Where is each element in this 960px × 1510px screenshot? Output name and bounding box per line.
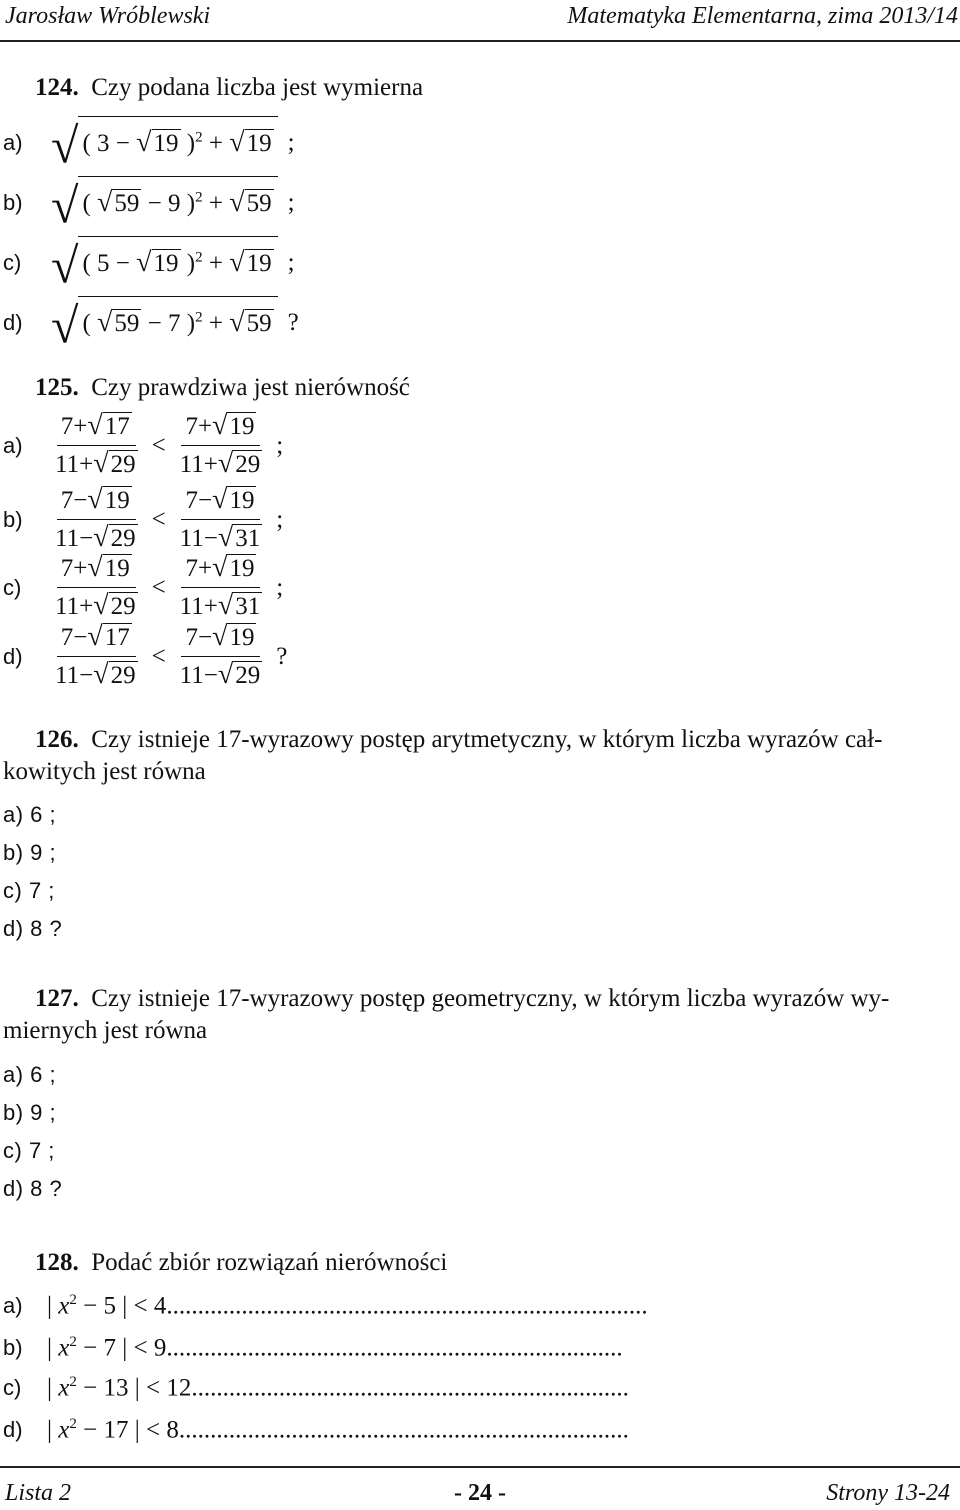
- problem-number: 126.: [35, 726, 79, 753]
- sqrt-sign: √: [93, 522, 109, 553]
- item-label: a): [3, 1293, 23, 1319]
- term: 11: [179, 451, 204, 478]
- sqrt-value: 19: [229, 555, 255, 582]
- sqrt-value: 29: [110, 525, 136, 552]
- sqrt-sign: √: [87, 621, 103, 652]
- denominator: [51, 657, 142, 691]
- denominator: [176, 657, 267, 691]
- operator: +: [197, 413, 213, 440]
- term: 11: [55, 525, 80, 552]
- sqrt-value: 19: [246, 129, 272, 157]
- item-label: a): [3, 130, 23, 155]
- abs-bar: |: [47, 1374, 59, 1402]
- inequality-row: [3, 1416, 629, 1444]
- variable-x: x: [58, 1416, 70, 1444]
- sqrt-value: 17: [104, 413, 130, 440]
- term: 9: [153, 1334, 167, 1362]
- plus-sign: +: [202, 189, 230, 217]
- radicand: [78, 116, 277, 159]
- answer-option: d) 8 ?: [3, 916, 63, 941]
- item-label: b): [3, 190, 23, 215]
- term: 11: [55, 662, 80, 689]
- sqrt-sign: √: [212, 552, 228, 583]
- problem-text: Podać zbiór rozwiązań nierówności: [91, 1249, 448, 1276]
- minus-sign: −: [141, 309, 169, 337]
- footer-list: Lista 2: [5, 1480, 72, 1506]
- operator: +: [203, 451, 218, 478]
- numerator: [181, 622, 260, 657]
- sqrt-sign: √: [87, 552, 103, 583]
- answer-option: a) 6 ;: [3, 1062, 57, 1087]
- sqrt-value: 19: [153, 129, 179, 157]
- expression-row: [3, 177, 295, 234]
- term: 17: [103, 1416, 129, 1444]
- radical-sign: √: [51, 237, 79, 294]
- left-fraction: [51, 622, 142, 691]
- punctuation: ;: [276, 431, 284, 459]
- plus-sign: +: [202, 129, 230, 157]
- expression-row: [3, 297, 299, 354]
- abs-inequality: [47, 1292, 648, 1320]
- abs-bar: |: [47, 1416, 59, 1444]
- footer-pages: Strony 13-24: [826, 1480, 950, 1506]
- paren: (: [82, 249, 98, 277]
- sqrt-sign: √: [136, 126, 152, 158]
- sqrt-sign: √: [136, 246, 152, 278]
- operator: −: [73, 624, 88, 651]
- abs-inequality: [47, 1334, 623, 1362]
- right-fraction: [176, 411, 267, 480]
- punctuation: ?: [276, 642, 288, 670]
- term: 4: [153, 1292, 167, 1320]
- numerator: [181, 411, 260, 446]
- problem-number: 125.: [35, 374, 79, 401]
- answer-option: a) 6 ;: [3, 802, 57, 827]
- sqrt-sign: √: [87, 484, 103, 515]
- item-label: b): [3, 506, 23, 532]
- plus-sign: +: [202, 309, 230, 337]
- exponent: 2: [69, 1292, 77, 1308]
- paren: (: [82, 189, 98, 217]
- sqrt-value: 19: [104, 555, 130, 582]
- denominator: [176, 446, 267, 480]
- item-label: b): [3, 1335, 23, 1361]
- less-than-sign: <: [127, 1292, 154, 1320]
- abs-bar: |: [115, 1334, 128, 1362]
- sqrt-value: 29: [110, 662, 136, 689]
- sqrt-value: 19: [104, 487, 130, 514]
- answer-option: c) 7 ;: [3, 878, 55, 903]
- problem-number: 127.: [35, 985, 79, 1012]
- paren: (: [82, 129, 98, 157]
- inequality-row: [3, 411, 283, 480]
- inequality-row: [3, 553, 283, 622]
- operator: +: [197, 555, 213, 582]
- term: 11: [179, 525, 204, 552]
- exponent: 2: [69, 1374, 77, 1390]
- problem-127-line1: [35, 984, 889, 1014]
- sqrt-value: 19: [153, 249, 179, 277]
- sqrt-value: 31: [235, 525, 261, 552]
- sqrt-sign: √: [97, 186, 113, 218]
- minus-sign: −: [76, 1334, 104, 1362]
- less-than-sign: <: [127, 1334, 154, 1362]
- punctuation: ;: [276, 573, 284, 601]
- operator: +: [73, 413, 88, 440]
- term: 13: [103, 1374, 129, 1402]
- header-rule: [0, 40, 960, 42]
- exponent: 2: [195, 309, 203, 326]
- term: 11: [55, 593, 80, 620]
- numerator: [181, 485, 260, 520]
- answer-option: d) 8 ?: [3, 1176, 63, 1201]
- radical-sign: √: [51, 117, 79, 174]
- inequality-row: [3, 622, 287, 691]
- answer-option: b) 9 ;: [3, 840, 57, 865]
- radical-expression: [51, 236, 278, 294]
- less-than-sign: <: [151, 573, 166, 601]
- radical-sign: √: [51, 177, 79, 234]
- abs-bar: |: [115, 1292, 128, 1320]
- minus-sign: −: [76, 1292, 104, 1320]
- paren: ): [180, 249, 196, 277]
- minus-sign: −: [109, 249, 137, 277]
- paren: ): [180, 129, 196, 157]
- denominator: [51, 588, 142, 622]
- radical-expression: [51, 176, 278, 234]
- numerator: [57, 553, 136, 588]
- radicand: [78, 236, 277, 279]
- exponent: 2: [195, 189, 203, 206]
- sqrt-sign: √: [229, 246, 245, 278]
- denominator: [51, 446, 142, 480]
- numerator: [181, 553, 260, 588]
- less-than-sign: <: [151, 642, 166, 670]
- plus-sign: +: [202, 249, 230, 277]
- punctuation: ?: [287, 309, 299, 336]
- item-label: c): [3, 1375, 22, 1401]
- punctuation: ;: [276, 505, 284, 533]
- inequality-row: [3, 1334, 623, 1362]
- sqrt-value: 59: [114, 309, 140, 337]
- paren: (: [82, 309, 98, 337]
- radicand: [78, 296, 277, 339]
- radical-expression: [51, 296, 278, 354]
- problem-124-title: [35, 73, 423, 103]
- term: 7: [60, 487, 74, 514]
- sqrt-sign: √: [229, 306, 245, 338]
- problem-number: 128.: [35, 1249, 79, 1276]
- sqrt-value: 31: [235, 593, 261, 620]
- numerator: [57, 485, 136, 520]
- paren: ): [180, 309, 196, 337]
- header-author: Jarosław Wróblewski: [5, 3, 211, 29]
- operator: −: [203, 662, 218, 689]
- inequality-row: [3, 485, 283, 554]
- term: 7: [60, 413, 74, 440]
- answer-blank: .............................................................................: [166, 1292, 648, 1320]
- sqrt-value: 19: [229, 413, 255, 440]
- right-fraction: [176, 553, 267, 622]
- left-fraction: [51, 553, 142, 622]
- left-fraction: [51, 485, 142, 554]
- term: 11: [179, 593, 204, 620]
- term: 7: [185, 413, 198, 440]
- minus-sign: −: [109, 129, 137, 157]
- exponent: 2: [69, 1416, 77, 1432]
- exponent: 2: [195, 129, 203, 146]
- operator: +: [79, 593, 94, 620]
- minus-sign: −: [76, 1416, 104, 1444]
- punctuation: ;: [287, 249, 295, 276]
- radicand: [78, 176, 277, 219]
- item-label: c): [3, 574, 22, 600]
- less-than-sign: <: [151, 505, 166, 533]
- problem-number: 124.: [35, 74, 79, 101]
- left-fraction: [51, 411, 142, 480]
- abs-bar: |: [47, 1334, 59, 1362]
- sqrt-value: 19: [246, 249, 272, 277]
- sqrt-value: 29: [235, 662, 261, 689]
- term: 9: [168, 189, 181, 217]
- footer-rule: [0, 1466, 960, 1468]
- sqrt-sign: √: [93, 590, 109, 621]
- sqrt-sign: √: [212, 410, 228, 441]
- exponent: 2: [69, 1334, 77, 1350]
- operator: +: [73, 555, 88, 582]
- sqrt-sign: √: [93, 659, 109, 690]
- expression-row: [3, 237, 295, 294]
- radical-sign: √: [51, 297, 79, 354]
- sqrt-sign: √: [212, 484, 228, 515]
- sqrt-sign: √: [217, 590, 234, 621]
- operator: −: [197, 487, 213, 514]
- term: 3: [97, 129, 110, 157]
- term: 12: [166, 1374, 192, 1402]
- less-than-sign: <: [139, 1416, 167, 1444]
- answer-blank: ......................................................................: [191, 1374, 629, 1402]
- sqrt-value: 29: [110, 593, 136, 620]
- problem-128-title: [35, 1248, 447, 1278]
- punctuation: ;: [287, 129, 295, 156]
- sqrt-sign: √: [229, 126, 245, 158]
- sqrt-value: 59: [246, 189, 272, 217]
- numerator: [57, 622, 136, 657]
- problem-126-line1: [35, 725, 882, 755]
- item-label: c): [3, 250, 22, 275]
- inequality-row: [3, 1374, 629, 1402]
- sqrt-sign: √: [217, 659, 234, 690]
- sqrt-value: 29: [235, 451, 261, 478]
- right-fraction: [176, 485, 267, 554]
- operator: −: [79, 525, 94, 552]
- item-label: d): [3, 310, 23, 335]
- abs-inequality: [47, 1374, 629, 1402]
- inequality-row: [3, 1292, 648, 1320]
- term: 11: [179, 662, 204, 689]
- sqrt-value: 19: [229, 487, 255, 514]
- operator: +: [79, 451, 94, 478]
- header-course: Matematyka Elementarna, zima 2013/14: [567, 3, 958, 29]
- less-than-sign: <: [151, 431, 166, 459]
- radical-expression: [51, 116, 278, 174]
- punctuation: ;: [287, 189, 295, 216]
- sqrt-sign: √: [217, 448, 234, 479]
- abs-bar: |: [128, 1374, 140, 1402]
- denominator: [176, 588, 267, 622]
- sqrt-sign: √: [87, 410, 103, 441]
- sqrt-value: 19: [229, 624, 255, 651]
- right-fraction: [176, 622, 267, 691]
- term: 7: [60, 624, 74, 651]
- exponent: 2: [195, 249, 203, 266]
- footer-page-number: - 24 -: [454, 1480, 506, 1506]
- abs-inequality: [47, 1416, 629, 1444]
- term: 5: [97, 249, 110, 277]
- minus-sign: −: [141, 189, 169, 217]
- variable-x: x: [58, 1374, 70, 1402]
- answer-option: c) 7 ;: [3, 1138, 55, 1163]
- term: 8: [166, 1416, 179, 1444]
- answer-blank: .........................................................................: [166, 1334, 623, 1362]
- sqrt-sign: √: [93, 448, 109, 479]
- operator: +: [203, 593, 218, 620]
- numerator: [57, 411, 136, 446]
- minus-sign: −: [76, 1374, 104, 1402]
- problem-text-line1: Czy istnieje 17-wyrazowy postęp geometryczny, w którym liczba wyrazów wy-: [91, 985, 890, 1012]
- sqrt-sign: √: [217, 522, 234, 553]
- operator: −: [203, 525, 218, 552]
- sqrt-value: 17: [104, 624, 130, 651]
- answer-option: b) 9 ;: [3, 1100, 57, 1125]
- answer-blank: ........................................................................: [178, 1416, 629, 1444]
- problem-126-line2: kowitych jest równa: [3, 758, 206, 785]
- item-label: d): [3, 1417, 23, 1443]
- paren: ): [180, 189, 196, 217]
- term: 7: [60, 555, 74, 582]
- term: 7: [103, 1334, 116, 1362]
- less-than-sign: <: [139, 1374, 167, 1402]
- item-label: a): [3, 432, 23, 458]
- term: 7: [185, 624, 198, 651]
- denominator: [176, 520, 267, 554]
- sqrt-sign: √: [212, 621, 228, 652]
- sqrt-sign: √: [97, 306, 113, 338]
- operator: −: [197, 624, 213, 651]
- denominator: [51, 520, 142, 554]
- problem-text: Czy prawdziwa jest nierówność: [91, 374, 410, 401]
- problem-text-line1: Czy istnieje 17-wyrazowy postęp arytmetyczny, w którym liczba wyrazów cał-: [91, 726, 883, 753]
- variable-x: x: [58, 1334, 70, 1362]
- sqrt-value: 29: [110, 451, 136, 478]
- problem-125-title: [35, 373, 410, 403]
- term: 7: [185, 487, 198, 514]
- operator: −: [73, 487, 88, 514]
- sqrt-value: 59: [246, 309, 272, 337]
- abs-bar: |: [47, 1292, 59, 1320]
- expression-row: [3, 117, 295, 174]
- problem-text: Czy podana liczba jest wymierna: [91, 74, 424, 101]
- sqrt-value: 59: [114, 189, 140, 217]
- term: 7: [168, 309, 181, 337]
- term: 7: [185, 555, 198, 582]
- problem-127-line2: miernych jest równa: [3, 1017, 208, 1044]
- term: 5: [103, 1292, 116, 1320]
- sqrt-sign: √: [229, 186, 245, 218]
- term: 11: [55, 451, 80, 478]
- abs-bar: |: [128, 1416, 140, 1444]
- variable-x: x: [58, 1292, 70, 1320]
- item-label: d): [3, 643, 23, 669]
- operator: −: [79, 662, 94, 689]
